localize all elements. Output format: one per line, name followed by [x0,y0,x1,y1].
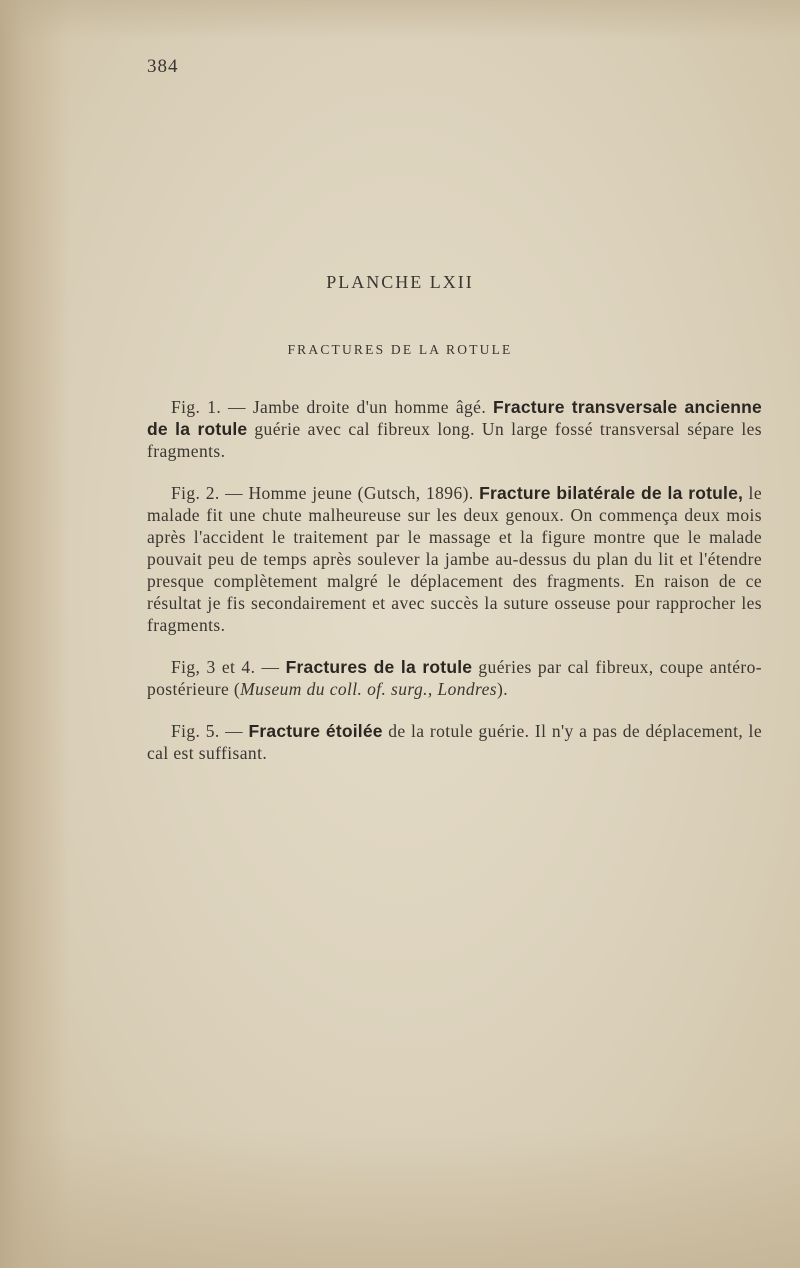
caption-text: de la rotule guérie. Il n'y a pas de déplacement, le cal est suffisant. [147,721,762,763]
caption-fig-1 [147,396,762,462]
caption-fig-3-4 [147,656,762,700]
caption-lead: Fig. 2. — Homme jeune (Gutsch, 1896). [171,483,480,503]
caption-fig-2 [147,482,762,636]
plate-title: PLANCHE LXII [326,272,474,292]
caption-lead: Fig. 5. — [171,721,249,741]
caption-bold: Fractures de la rotule [285,657,473,677]
caption-tail: ). [496,679,508,699]
caption-text: guérie avec cal fibreux long. Un large fossé transversal sépare les fragments. [147,419,762,461]
page-top-shadow [0,0,800,40]
caption-text: guéries par cal fibreux, coupe antéro-postérieure ( [147,657,763,699]
plate-subtitle: FRACTURES DE LA ROTULE [287,342,513,357]
caption-lead: Fig, 3 et 4. — [171,657,286,677]
caption-lead: Fig. 1. — Jambe droite d'un homme âgé. [171,397,493,417]
figure-captions [147,396,762,784]
caption-italic-source: Museum du coll. of. surg., Londres [240,679,497,699]
page-edge-shadow [0,0,70,1268]
caption-bold: Fracture étoilée [248,721,383,741]
page-number: 384 [147,56,179,77]
caption-bold: Fracture bilatérale de la rotule, [479,483,744,503]
caption-bold: Fracture transversale ancienne de la rotule [147,397,762,439]
page-bottom-shadow [0,1128,800,1268]
caption-text: le malade fit une chute malheureuse sur les deux genoux. On commença deux mois après l'accident le traitement par le massage et la figure montre que le malade pouvait peu de temps après soulever la jambe au-dessus du plan du lit et l'étendre presque complètement malgré le déplacement des fragments. En raison de ce résultat je fis secondairement et avec succès la suture osseuse pour rapprocher les fragments. [147,483,762,635]
caption-fig-5 [147,720,762,764]
